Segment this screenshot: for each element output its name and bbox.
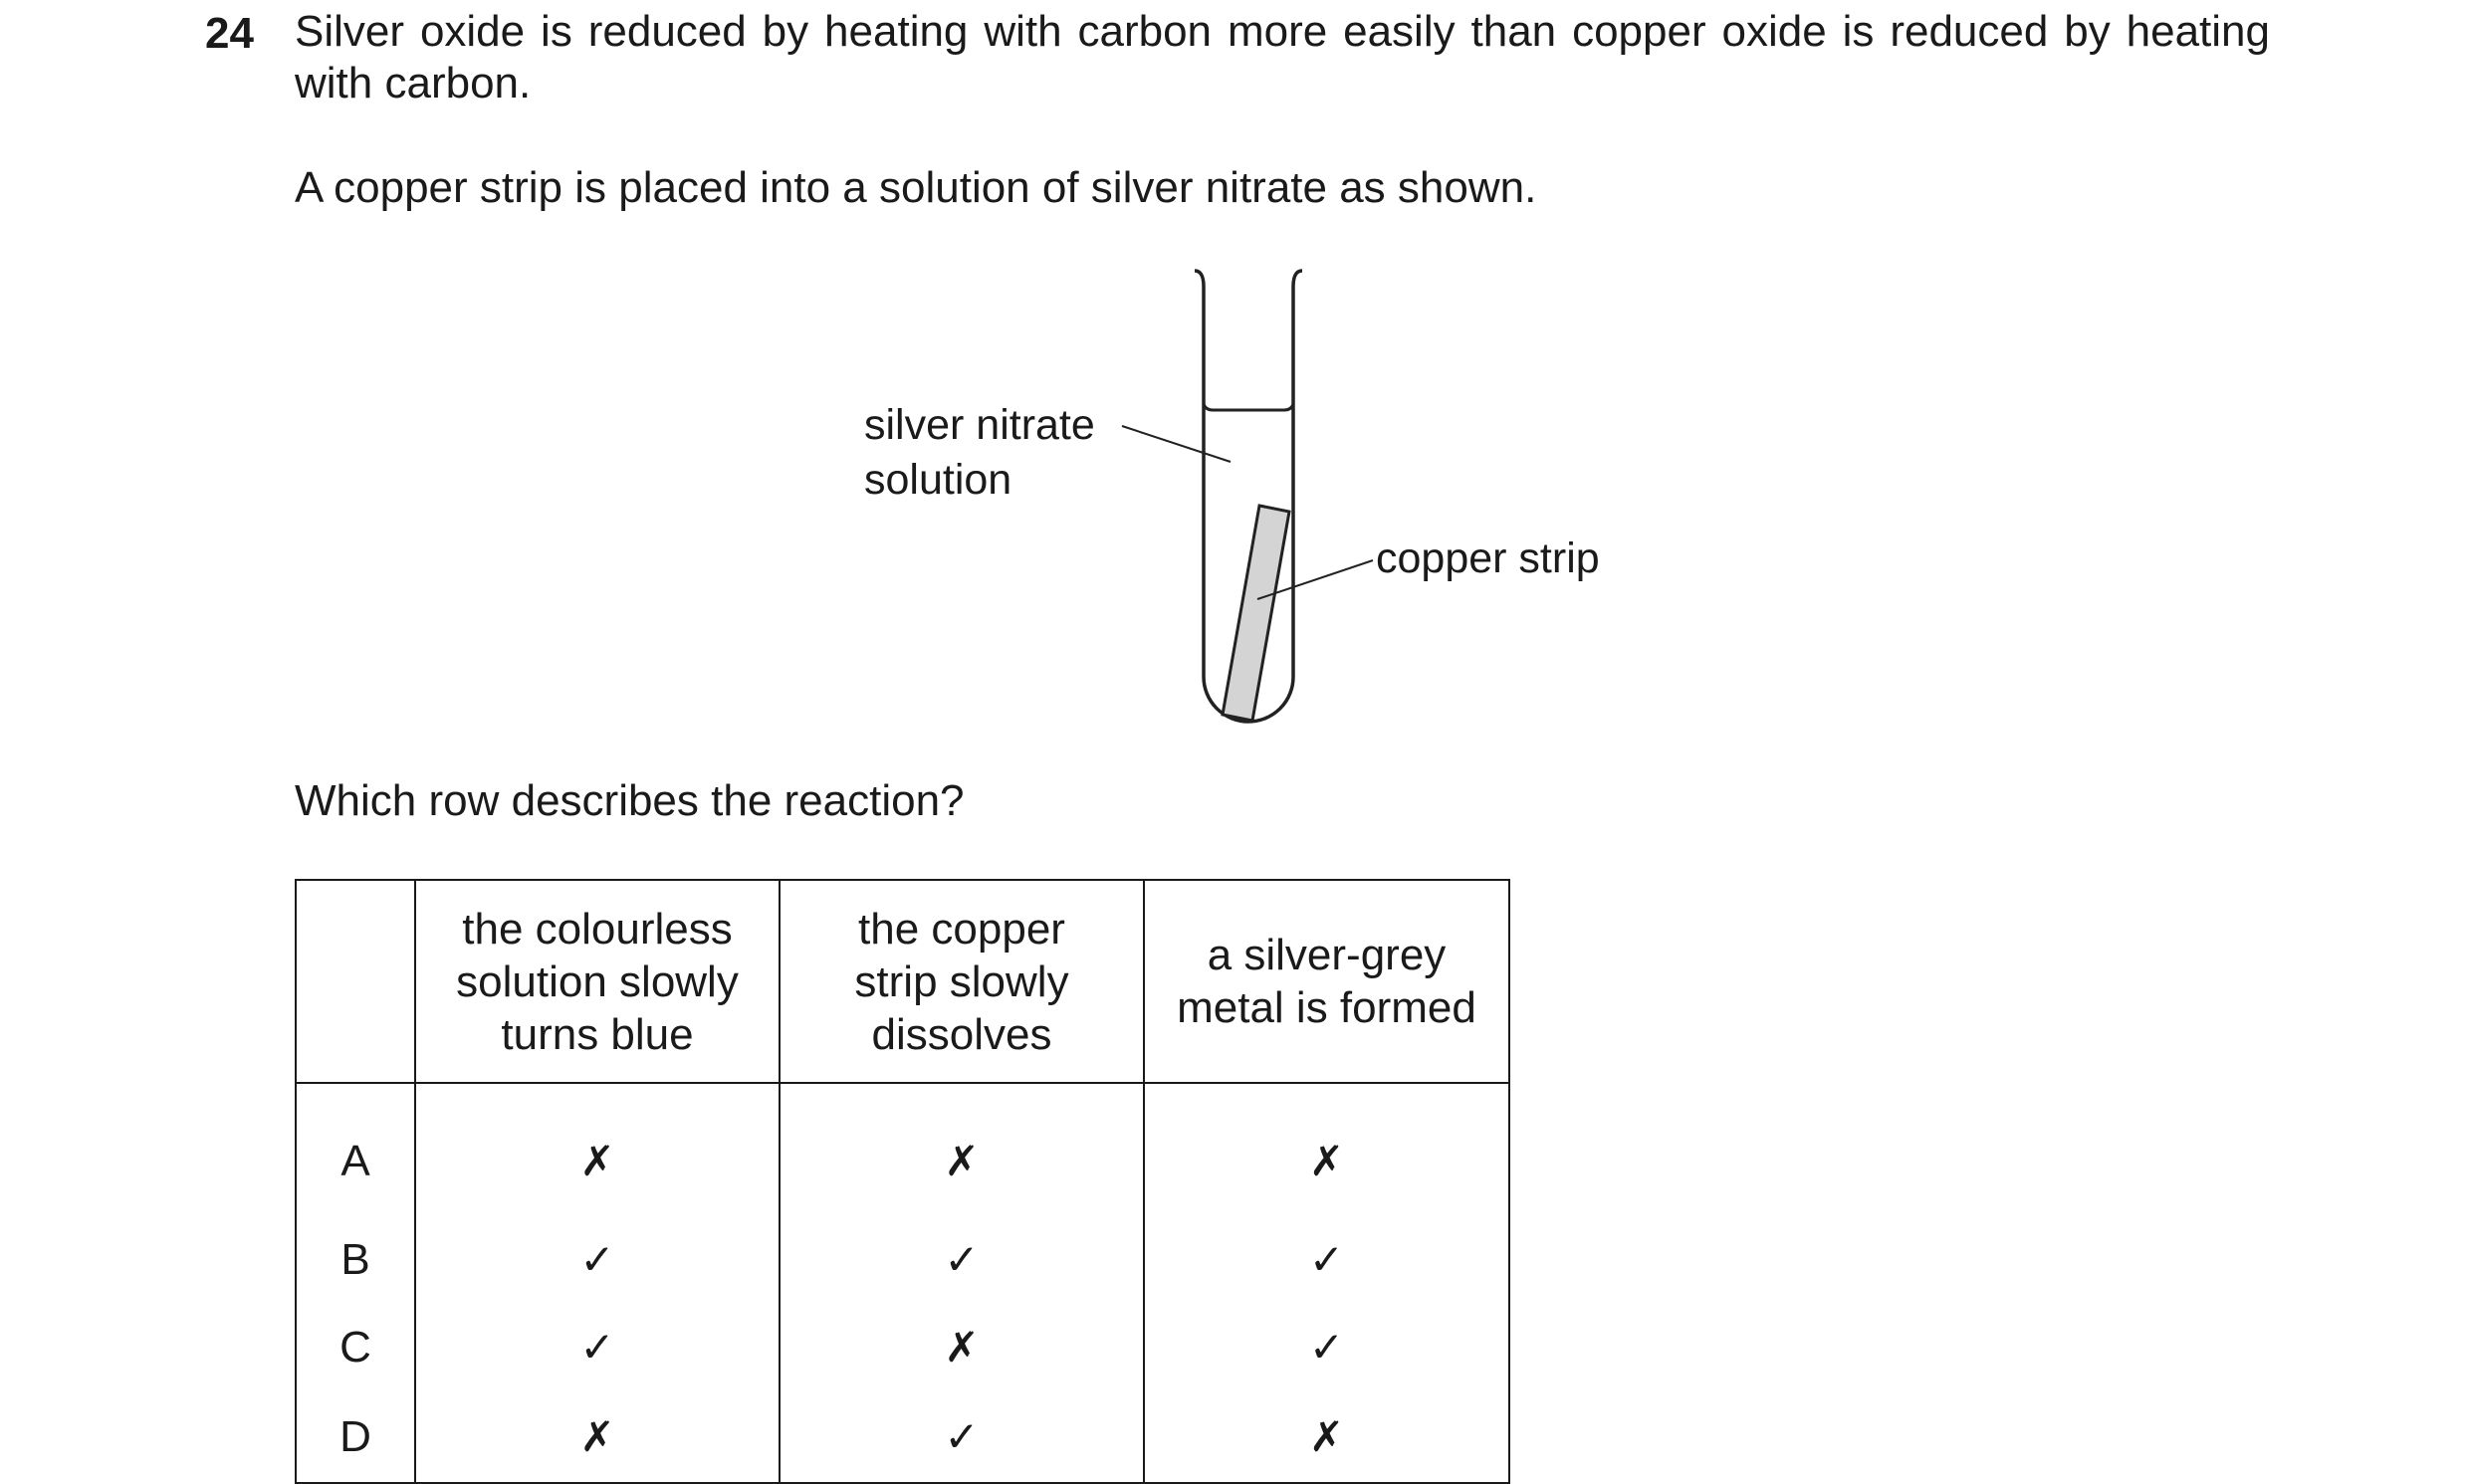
question-stem: Silver oxide is reduced by heating with carbon more easily than copper oxide is reduced by heating with carbon.	[295, 7, 2270, 107]
mark: ✗	[1308, 1136, 1345, 1185]
header-line: solution slowly	[456, 956, 739, 1006]
copper-strip	[1223, 506, 1289, 721]
header-silver-metal-formed	[1144, 880, 1509, 1083]
mark-cell	[780, 1083, 1144, 1215]
solution-surface	[1204, 404, 1293, 410]
header-line: strip slowly	[854, 956, 1069, 1006]
mark: ✗	[944, 1136, 980, 1185]
mark: ✓	[944, 1234, 980, 1284]
question-setup: A copper strip is placed into a solution of silver nitrate as shown.	[295, 163, 1537, 212]
mark-cell	[1144, 1215, 1509, 1303]
mark: ✓	[579, 1322, 615, 1372]
table-row-b[interactable]	[296, 1215, 1509, 1303]
solution-leader-line	[1122, 426, 1231, 462]
mark-cell	[780, 1215, 1144, 1303]
mark-cell	[415, 1215, 780, 1303]
mark: ✗	[1308, 1411, 1345, 1461]
header-solution-turns-blue	[415, 880, 780, 1083]
answer-table	[295, 879, 1510, 1484]
mark-cell	[780, 1390, 1144, 1483]
mark: ✓	[1308, 1322, 1345, 1372]
header-line: dissolves	[871, 1009, 1052, 1059]
question-prompt: Which row describes the reaction?	[295, 776, 965, 825]
table-row-c[interactable]	[296, 1303, 1509, 1390]
header-strip-dissolves	[780, 880, 1144, 1083]
mark-cell	[415, 1083, 780, 1215]
row-key[interactable]: D	[296, 1390, 415, 1483]
label-copper-strip: copper strip	[1376, 534, 1600, 582]
header-line: the copper	[858, 904, 1065, 954]
mark: ✓	[579, 1234, 615, 1284]
label-solution: solution	[864, 456, 1012, 504]
mark: ✗	[944, 1322, 980, 1372]
table-header-row	[296, 880, 1509, 1083]
header-line: the colourless	[462, 904, 733, 954]
mark-cell	[415, 1303, 780, 1390]
header-blank	[296, 880, 415, 1083]
row-key[interactable]: C	[296, 1303, 415, 1390]
mark-cell	[1144, 1303, 1509, 1390]
header-line: a silver-grey	[1207, 931, 1447, 979]
question-number: 24	[205, 9, 254, 58]
label-silver-nitrate: silver nitrate	[864, 401, 1095, 449]
row-key[interactable]: A	[296, 1083, 415, 1215]
mark-cell	[780, 1303, 1144, 1390]
table-row-d[interactable]	[296, 1390, 1509, 1483]
mark-cell	[1144, 1390, 1509, 1483]
mark: ✗	[579, 1411, 615, 1461]
mark: ✓	[1308, 1234, 1345, 1284]
mark-cell	[1144, 1083, 1509, 1215]
header-line: metal is formed	[1177, 983, 1476, 1032]
table-row-a[interactable]	[296, 1083, 1509, 1215]
mark: ✗	[579, 1136, 615, 1185]
row-key[interactable]: B	[296, 1215, 415, 1303]
mark: ✓	[944, 1411, 980, 1461]
mark-cell	[415, 1390, 780, 1483]
header-line: turns blue	[501, 1009, 694, 1059]
